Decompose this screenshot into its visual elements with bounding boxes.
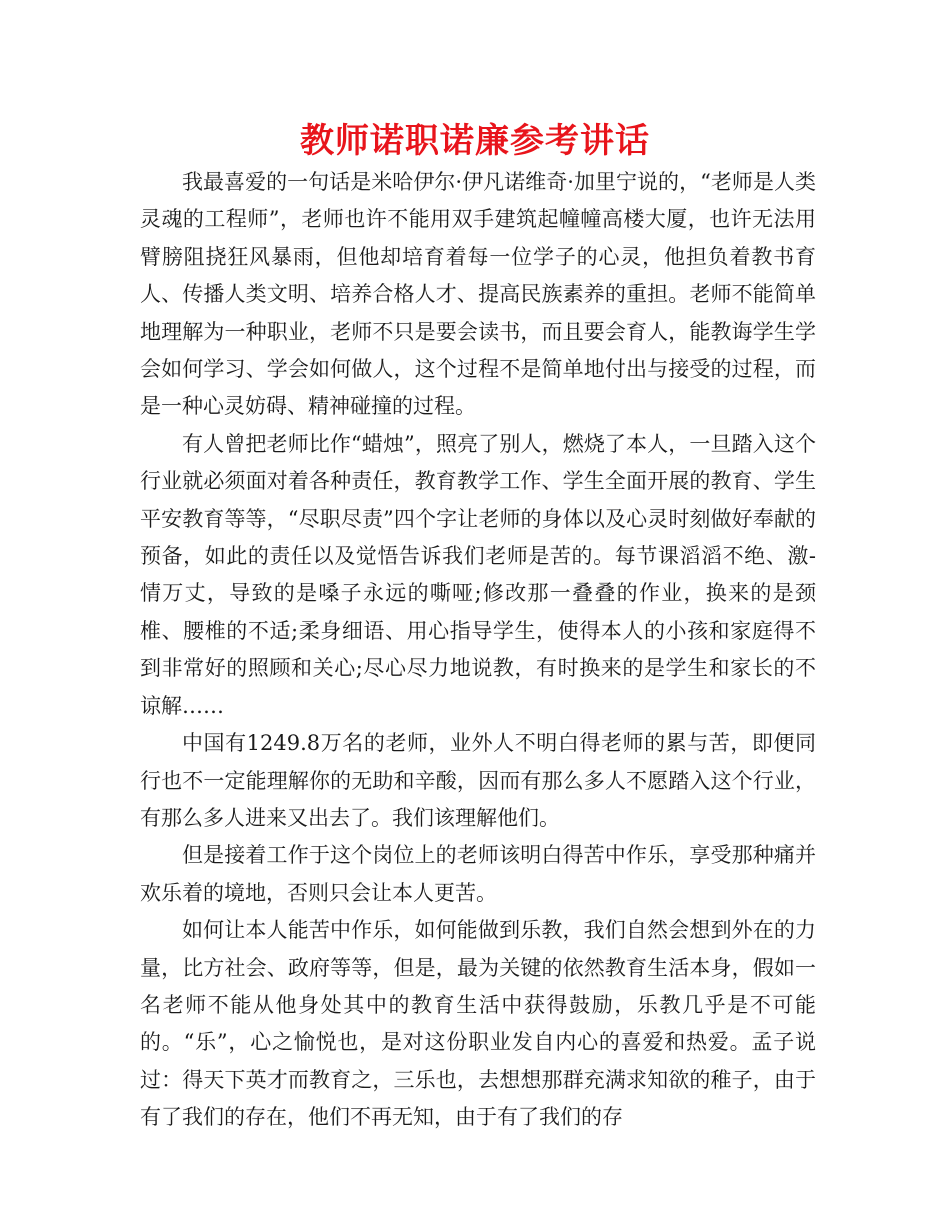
- document-body: [140, 164, 816, 1137]
- paragraph: 有人曾把老师比作“蜡烛”，照亮了别人，燃烧了本人，一旦踏入这个行业就必须面对着各种责任，教育教学工作、学生全面开展的教育、学生平安教育等等，“尽职尽责”四个字让老师的身体以及心灵时刻做好奉献的预备，如此的责任以及觉悟告诉我们老师是苦的。每节课滔滔不绝、激-情万丈，导致的是嗓子永远的嘶哑;修改那一叠叠的作业，换来的是颈椎、腰椎的不适;柔身细语、用心指导学生，使得本人的小孩和家庭得不到非常好的照顾和关心;尽心尽力地说教，有时换来的是学生和家长的不谅解……: [140, 431, 816, 718]
- document-title: 教师诺职诺廉参考讲话: [300, 121, 650, 161]
- paragraph: 中国有1249.8万名的老师，业外人不明白得老师的累与苦，即便同行也不一定能理解你的无助和辛酸，因而有那么多人不愿踏入这个行业，有那么多人进来又出去了。我们该理解他们。: [140, 731, 816, 830]
- paragraph: 如何让本人能苦中作乐，如何能做到乐教，我们自然会想到外在的力量，比方社会、政府等等，但是，最为关键的依然教育生活本身，假如一名老师不能从他身处其中的教育生活中获得鼓励，乐教几乎是不可能的。“乐”，心之愉悦也，是对这份职业发自内心的喜爱和热爱。孟子说过：得天下英才而教育之，三乐也，去想想那群充满求知欲的稚子，由于有了我们的存在，他们不再无知，由于有了我们的存: [140, 918, 816, 1130]
- paragraph: 但是接着工作于这个岗位上的老师该明白得苦中作乐，享受那种痛并欢乐着的境地，否则只会让本人更苦。: [140, 843, 816, 905]
- paragraph: 我最喜爱的一句话是米哈伊尔·伊凡诺维奇·加里宁说的，“老师是人类灵魂的工程师”，老师也许不能用双手建筑起幢幢高楼大厦，也许无法用臂膀阻挠狂风暴雨，但他却培育着每一位学子的心灵，他担负着教书育人、传播人类文明、培养合格人才、提高民族素养的重担。老师不能简单地理解为一种职业，老师不只是要会读书，而且要会育人，能教诲学生学会如何学习、学会如何做人，这个过程不是简单地付出与接受的过程，而是一种心灵妨碍、精神碰撞的过程。: [140, 170, 816, 419]
